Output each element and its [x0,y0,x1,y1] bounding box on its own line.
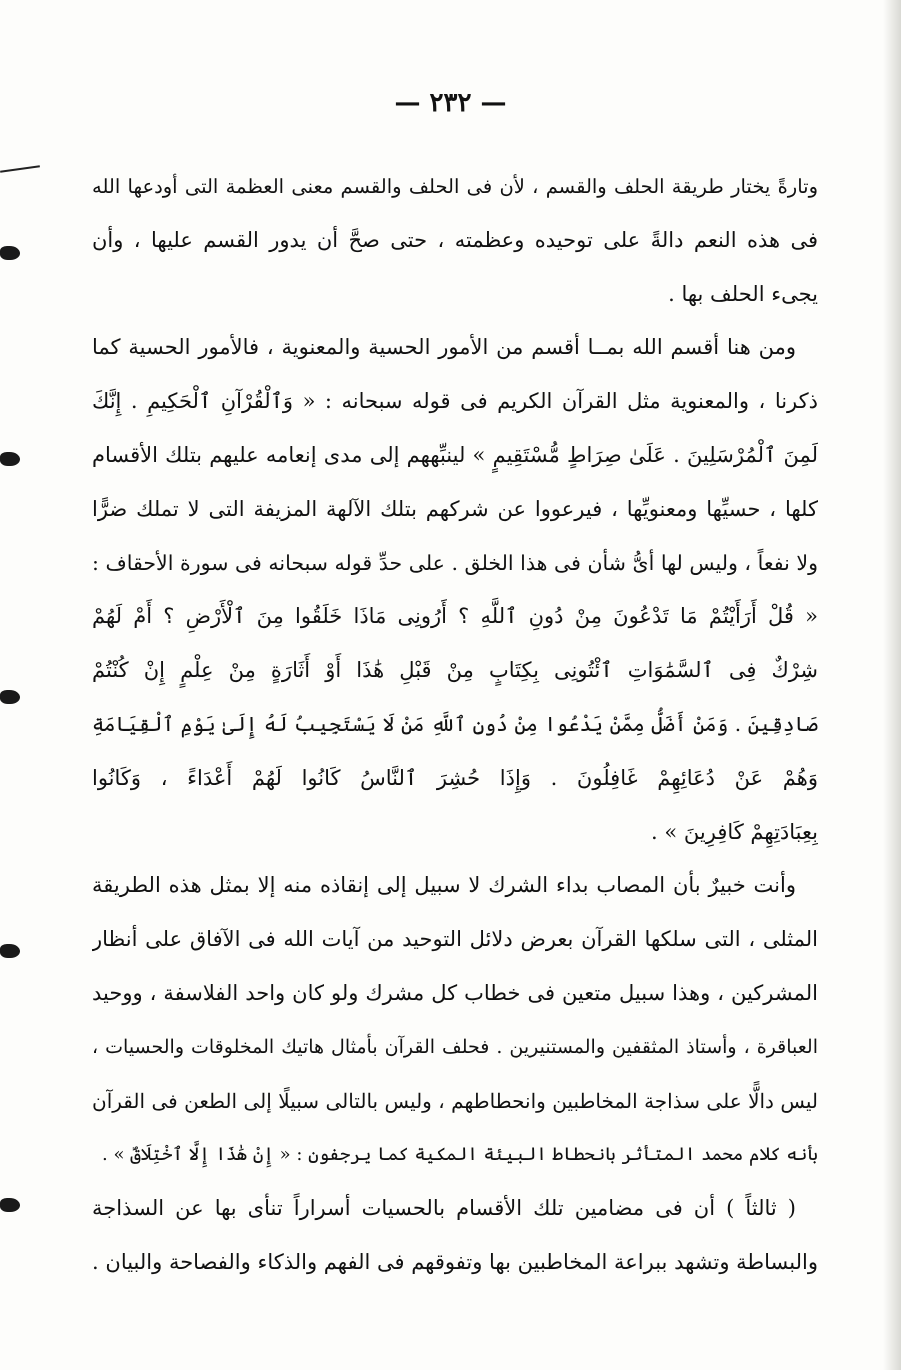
text-line: المشركين ، وهذا سبيل متعين فى خطاب كل مشرك ولو كان واحد الفلاسفة ، ووحيد [92,980,818,1005]
margin-ink-mark [0,452,20,466]
text-line: ليس دالًّا على سذاجة المخاطبين وانحطاطهم ، وليس بالتالى سبيلًا إلى الطعن فى القرآن [92,1088,818,1113]
text-line: وتارةً يختار طريقة الحلف والقسم ، لأن فى الحلف والقسم معنى العظمة التى أودعها الله [92,175,818,198]
body-text [92,160,818,1290]
text-line: وأنت خبيرٌ بأن المصاب بداء الشرك لا سبيل إلى إنقاذه منه إلا بمثل هذه الطريقة [92,873,796,898]
text-line: ( ثالثاً ) أن فى مضامين تلك الأقسام بالحسيات أسراراً تنأى بها عن السذاجة [92,1196,796,1221]
quote-line: شِرْكٌ فِى ٱلسَّمَٰوَاتِ ٱئْتُونِى بِكِتَابٍ مِنْ قَبْلِ هَٰذَا أَوْ أَثَارَةٍ مِنْ عِلْمٍ إِنْ كُنْتُمْ [92,658,818,683]
text-line: ولا نفعاً ، وليس لها أىُّ شأن فى هذا الخلق . على حدِّ قوله سبحانه فى سورة الأحقاف : [92,550,818,575]
text-line: والبساطة وتشهد ببراعة المخاطبين بها وتفوقهم فى الفهم والذكاء والفصاحة والبيان . [92,1249,818,1274]
text-line: فى هذه النعم دالةً على توحيده وعظمته ، حتى صحَّ أن يدور القسم عليها ، وأن [92,227,818,252]
text-line: بأنه كلام محمد المتأثر بانحطاط البيئة المكية كما يرجفون : « إِنْ هَٰذَا إِلَّا ٱخْتِلَاقٌ » . [102,1144,818,1166]
margin-ink-mark [0,1198,20,1212]
text-line: كلها ، حسيِّها ومعنويِّها ، فيرعووا عن شركهم بتلك الآلهة المزيفة التى لا تملك ضرًّا [92,496,818,521]
margin-ink-mark [0,944,20,958]
quote-line: صَادِقِينَ . وَمَنْ أَضَلُّ مِمَّنْ يَدْعُوا مِنْ دُونِ ٱللَّهِ مَنْ لَا يَسْتَجِيبُ لَهُ إِلَىٰ يَوْمِ ٱلْقِيَامَةِ [92,711,818,736]
margin-dash-mark [0,165,40,173]
text-line: العباقرة ، وأستاذ المثقفين والمستنيرين . فحلف القرآن بأمثال هاتيك المخلوقات والحسيات ، [92,1035,818,1058]
page-edge-shadow [883,0,901,1370]
margin-ink-mark [0,690,20,704]
quote-line: « قُلْ أَرَأَيْتُمْ مَا تَدْعُونَ مِنْ دُونِ ٱللَّهِ ؟ أَرُونِى مَاذَا خَلَقُوا مِنَ ٱلْأَرْضِ ؟ أَمْ لَهُمْ [92,604,818,629]
page-number: — ٢٣٢ — [394,88,507,118]
quote-line: بِعِبَادَتِهِمْ كَافِرِينَ » . [651,819,818,844]
text-line: يجىء الحلف بها . [668,281,818,306]
text-line: المثلى ، التى سلكها القرآن بعرض دلائل التوحيد من آيات الله فى الآفاق على أنظار [92,927,818,952]
text-line: ذكرنا ، والمعنوية مثل القرآن الكريم فى قوله سبحانه : « وَٱلْقُرْآنِ ٱلْحَكِيمِ . إِنَّكَ [92,389,818,414]
margin-ink-mark [0,246,20,260]
quote-line: وَهُمْ عَنْ دُعَائِهِمْ غَافِلُونَ . وَإِذَا حُشِرَ ٱلنَّاسُ كَانُوا لَهُمْ أَعْدَاءً ، وَكَانُوا [92,765,818,790]
text-line: ومن هنا أقسم الله بمــا أقسم من الأمور الحسية والمعنوية ، فالأمور الحسية كما [92,335,796,360]
text-line: لَمِنَ ٱلْمُرْسَلِينَ . عَلَىٰ صِرَاطٍ مُّسْتَقِيمٍ » لينبِّههم إلى مدى إنعامه عليهم بتلك الأقسام [92,442,818,467]
